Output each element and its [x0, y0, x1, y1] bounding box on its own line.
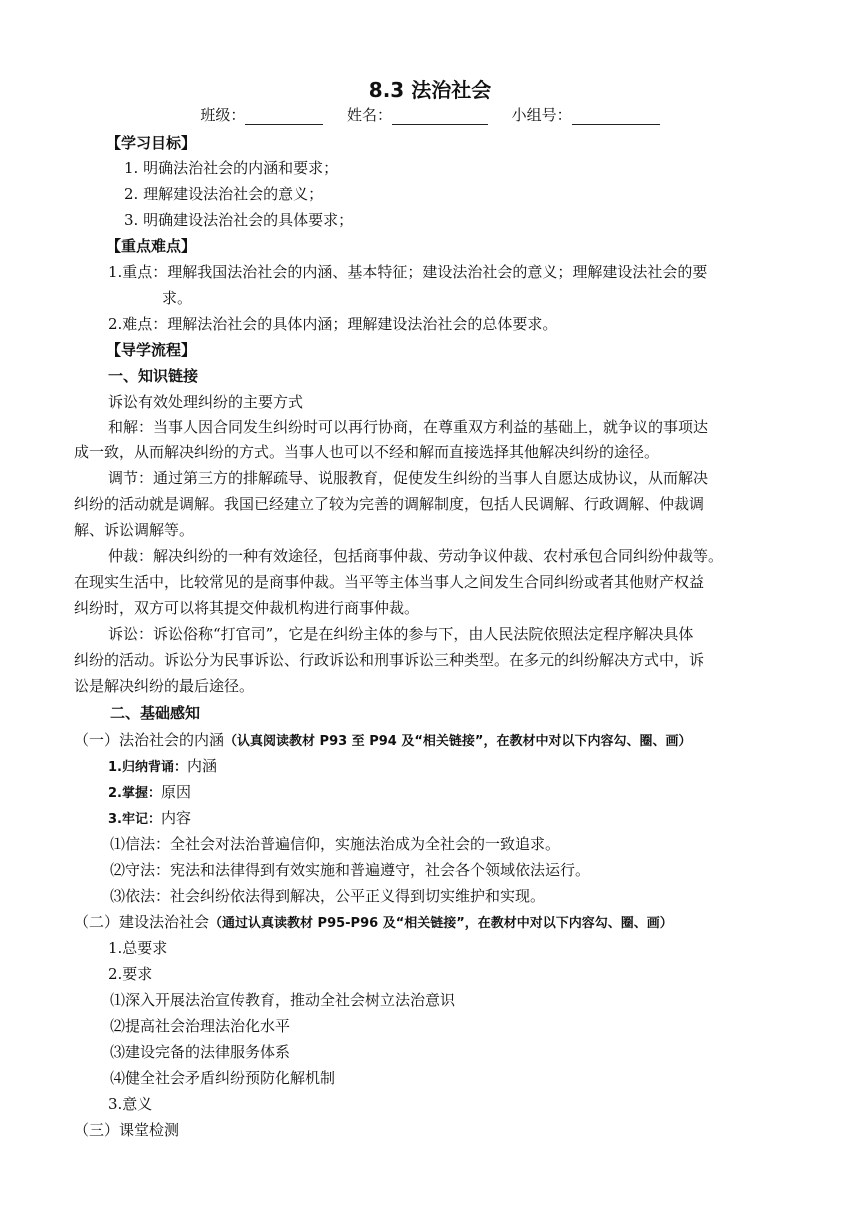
group-label: 小组号：	[511, 106, 572, 124]
paragraph-susong-cont: 纠纷的活动。诉讼分为民事诉讼、行政诉讼和刑事诉讼三种类型。在多元的纠纷解决方式中，诉	[74, 651, 705, 669]
paragraph-susong: 诉讼：诉讼俗称“打官司”，它是在纠纷主体的参与下，由人民法院依照法定程序解决具体	[108, 625, 694, 643]
paragraph-tiaojie: 调节：通过第三方的排解疏导、说服教育，促使发生纠纷的当事人自愿达成协议，从而解决	[108, 469, 709, 487]
paragraph-zhongcai: 仲裁：解决纠纷的一种有效途径，包括商事仲裁、劳动争议仲裁、农村承包合同纠纷仲裁等。	[108, 547, 724, 565]
part2-subitem: ⑶建设完备的法律服务体系	[110, 1043, 291, 1061]
keypoint-item-2: 2.难点：理解法治社会的具体内涵；理解建设法治社会的总体要求。	[108, 315, 558, 333]
paragraph-susong-cont: 讼是解决纠纷的最后途径。	[74, 677, 255, 695]
paragraph-tiaojie-cont: 纠纷的活动就是调解。我国已经建立了较为完善的调解制度，包括人民调解、行政调解、仲裁调	[74, 495, 705, 513]
class-blank	[245, 110, 323, 125]
objective-item: 1. 明确法治社会的内涵和要求；	[124, 159, 339, 177]
objective-item: 3. 明确建设法治社会的具体要求；	[124, 211, 354, 229]
part2-subitem: ⑴深入开展法治宣传教育，推动全社会树立法治意识	[110, 991, 456, 1009]
keypoint-item-1: 1.重点：理解我国法治社会的内涵、基本特征；建设法治社会的意义；理解建设法社会的要	[108, 263, 708, 281]
group-blank	[572, 110, 660, 125]
part1-heading: （一）法治社会的内涵	[74, 731, 225, 749]
part1-item-2-label: 2.掌握：	[108, 786, 161, 801]
part1-item-2-text: 原因	[160, 783, 191, 801]
paragraph-hejie: 和解：当事人因合同发生纠纷时可以再行协商，在尊重双方利益的基础上，就争议的事项达	[108, 418, 709, 436]
part2-subitem: ⑷健全社会矛盾纠纷预防化解机制	[110, 1069, 336, 1087]
part2-item-1: 1.总要求	[108, 939, 168, 957]
part2-item-2: 2.要求	[108, 965, 153, 983]
student-info-line	[0, 104, 860, 125]
part1-item-3-label: 3.牢记：	[108, 812, 161, 827]
section-knowledge-link: 一、知识链接	[108, 367, 199, 385]
keypoint-item-1-cont: 求。	[162, 289, 193, 307]
part1-subitem: ⑵守法：宪法和法律得到有效实施和普遍遵守，社会各个领域依法运行。	[110, 861, 591, 879]
part1-item-2	[108, 781, 191, 802]
part1-heading-line	[74, 729, 691, 750]
part1-subitem: ⑶依法：社会纠纷依法得到解决，公平正义得到切实维护和实现。	[110, 887, 546, 905]
keypoints-heading: 【重点难点】	[106, 237, 197, 255]
objective-item: 2. 理解建设法治社会的意义；	[124, 185, 324, 203]
name-label: 姓名：	[346, 106, 392, 124]
flow-heading: 【导学流程】	[106, 341, 197, 359]
paragraph-tiaojie-cont: 解、诉讼调解等。	[74, 521, 195, 539]
part2-item-3: 3.意义	[108, 1095, 153, 1113]
part2-note: （通过认真读教材 P95-P96 及“相关链接”，在教材中对以下内容勾、圈、画）	[209, 916, 673, 931]
part1-item-1	[108, 755, 217, 776]
part1-subitem: ⑴信法：全社会对法治普遍信仰，实施法治成为全社会的一致追求。	[110, 835, 561, 853]
objectives-heading: 【学习目标】	[106, 134, 197, 152]
name-blank	[392, 110, 488, 125]
part1-note: （认真阅读教材 P93 至 P94 及“相关链接”，在教材中对以下内容勾、圈、画）	[224, 734, 692, 749]
class-label: 班级：	[200, 106, 246, 124]
section-basic-perception: 二、基础感知	[110, 704, 201, 722]
part1-item-3	[108, 807, 191, 828]
part1-item-3-text: 内容	[160, 809, 191, 827]
part1-item-1-label: 1.归纳背诵：	[108, 760, 187, 775]
page-title: 8.3 法治社会	[368, 78, 492, 102]
link-title: 诉讼有效处理纠纷的主要方式	[108, 393, 304, 411]
paragraph-zhongcai-cont: 在现实生活中，比较常见的是商事仲裁。当平等主体当事人之间发生合同纠纷或者其他财产权益	[74, 573, 705, 591]
paragraph-hejie-cont: 成一致，从而解决纠纷的方式。当事人也可以不经和解而直接选择其他解决纠纷的途径。	[74, 443, 660, 461]
part3-heading: （三）课堂检测	[74, 1121, 180, 1139]
part2-heading-line	[74, 911, 673, 932]
paragraph-zhongcai-cont: 纠纷时，双方可以将其提交仲裁机构进行商事仲裁。	[74, 599, 420, 617]
part2-heading: （二）建设法治社会	[74, 913, 210, 931]
part2-subitem: ⑵提高社会治理法治化水平	[110, 1017, 291, 1035]
part1-item-1-text: 内涵	[186, 757, 217, 775]
